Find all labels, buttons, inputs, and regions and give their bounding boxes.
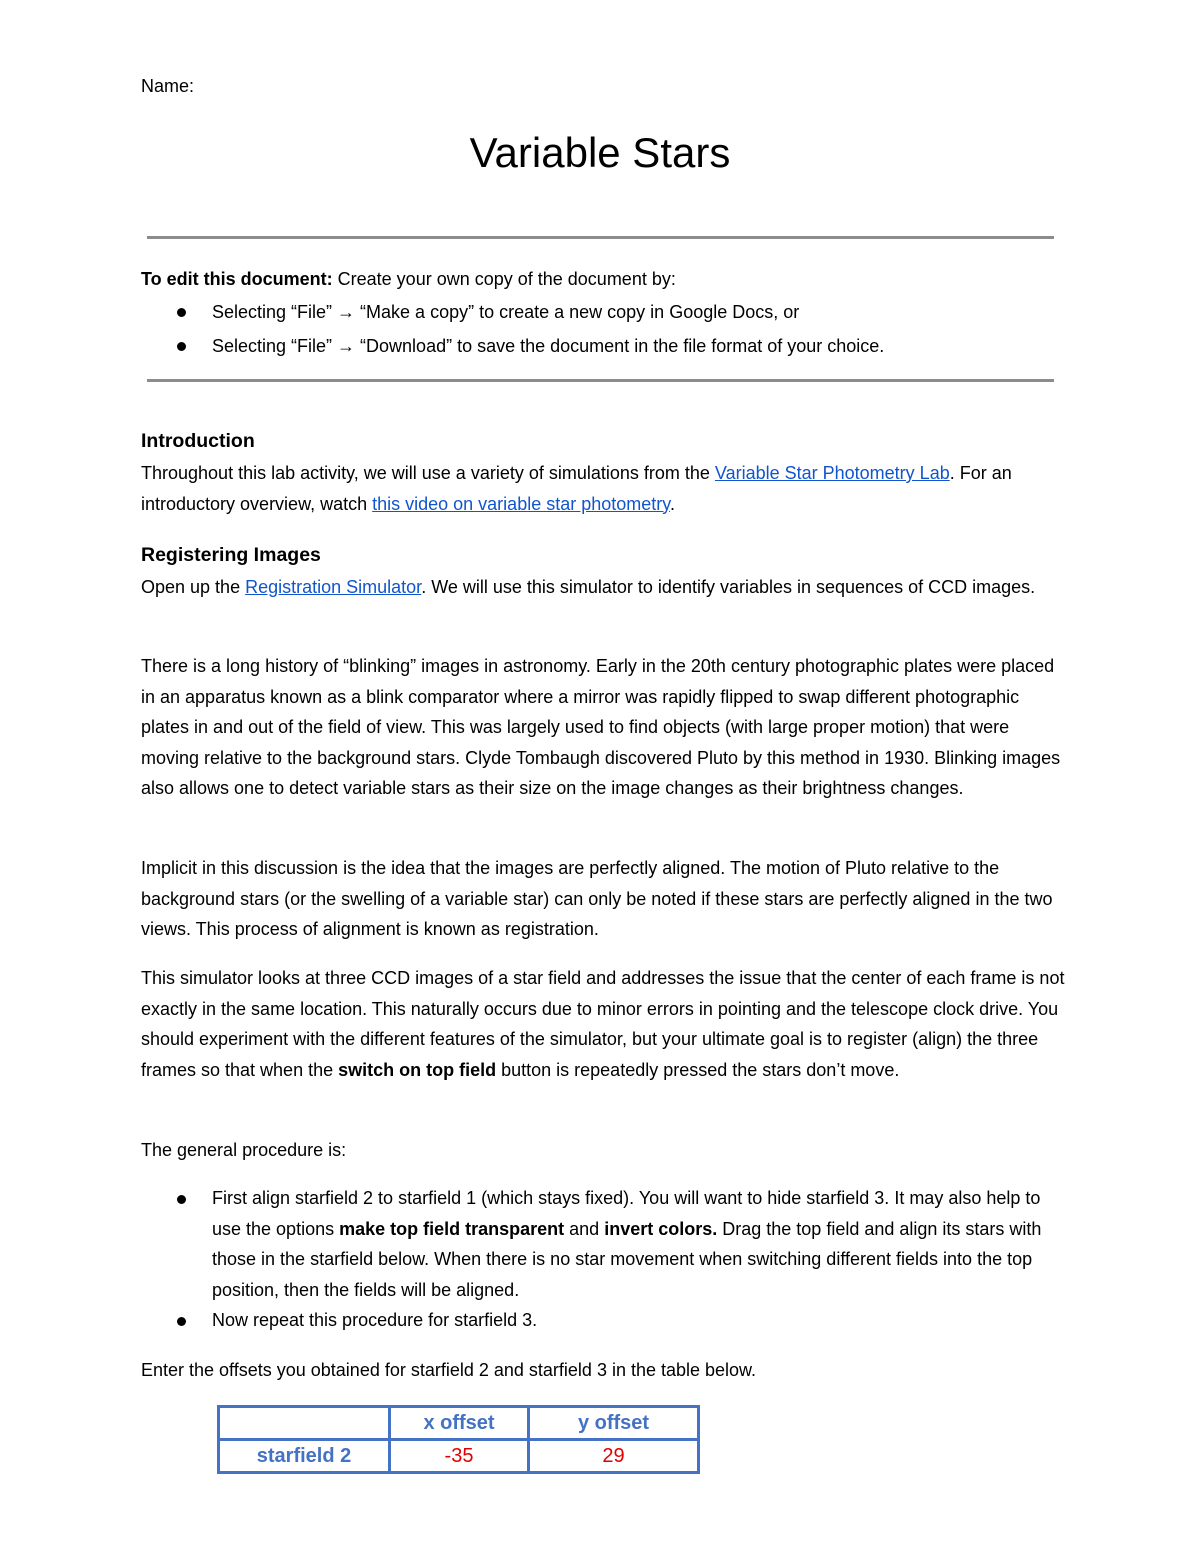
procedure-text: Drag the top field and align its stars with those in the starfield below. When there is no star movement when switching different fields into the top position, then the fields will be aligned.	[212, 1218, 1042, 1300]
procedure-text: First align starfield 2 to starfield 1 (which stays fixed). You will want to hide starfield 3. It may also help to use the options	[212, 1188, 1041, 1239]
name-label: Name:	[141, 76, 195, 96]
photometry-lab-link[interactable]: Variable Star Photometry Lab	[714, 463, 950, 483]
edit-lead	[141, 263, 1071, 296]
paragraph-text: . We will use this simulator to identify variables in sequences of CCD images.	[421, 577, 1036, 597]
paragraph-text: button is repeatedly pressed the stars don’t move.	[496, 1059, 900, 1080]
bullet-icon	[177, 1195, 186, 1204]
intro-text: Throughout this lab activity, we will use a variety of simulations from the	[141, 463, 715, 483]
paragraph-text: This simulator looks at three CCD images of a star field and addresses the issue that the center of each frame is not exactly in the same location. This naturally occurs due to minor errors in pointing and the telescope clock drive. You should experiment with the different features of the simulator, but your ultimate goal is to register (align) the three frames so that when the	[141, 968, 1065, 1080]
procedure-text: Now repeat this procedure for starfield 3.	[212, 1310, 538, 1330]
bottom-divider	[147, 379, 1054, 382]
invert-colors-term: invert colors.	[604, 1218, 718, 1239]
procedure-list	[141, 1183, 1066, 1336]
alignment-paragraph: Implicit in this discussion is the idea that the images are perfectly aligned. The motion of Pluto relative to the background stars (or the swelling of a variable star) can only be noted if these stars are perfectly aligned in the two views. This process of alignment is known as registration.	[141, 858, 1053, 939]
offsets-table	[217, 1405, 700, 1474]
table-instructions: Enter the offsets you obtained for starfield 2 and starfield 3 in the table below.	[141, 1360, 757, 1380]
edit-steps-list	[141, 296, 1071, 363]
table-header-row	[219, 1407, 699, 1440]
blinking-history-paragraph: There is a long history of “blinking” images in astronomy. Early in the 20th century photographic plates were placed in an apparatus known as a blink comparator where a mirror was rapidly flipped to swap different photographic plates in and out of the field of view. This was largely used to find objects (with large proper motion) that were moving relative to the background stars. Clyde Tombaugh discovered Pluto by this method in 1930. Blinking images also allows one to detect variable stars as their size on the image changes as their brightness changes.	[141, 656, 1061, 798]
edit-step-text: Selecting “File” → “Download” to save the document in the file format of your choice.	[212, 335, 885, 356]
paragraph-text: Open up the	[141, 577, 246, 597]
bullet-icon	[177, 342, 186, 351]
intro-text: .	[669, 493, 675, 514]
intro-text: . For an introductory overview, watch	[141, 463, 1012, 514]
introduction-heading: Introduction	[141, 430, 255, 452]
photometry-video-link[interactable]: this video on variable star photometry	[372, 493, 670, 514]
switch-top-field-term: switch on top field	[338, 1059, 497, 1080]
registering-paragraph-1	[141, 572, 1066, 603]
edit-lead-rest: Create your own copy of the document by:	[332, 269, 676, 289]
transparent-option-term: make top field transparent	[339, 1218, 565, 1239]
list-item	[141, 1183, 1066, 1305]
table-row	[219, 1440, 699, 1473]
x-offset-cell[interactable]: -35	[390, 1440, 529, 1473]
edit-lead-bold: To edit this document:	[141, 269, 333, 289]
edit-step-text: Selecting “File” → “Make a copy” to create a new copy in Google Docs, or	[212, 302, 800, 322]
row-label-cell: starfield 2	[219, 1440, 390, 1473]
table-header-cell: x offset	[390, 1407, 529, 1440]
list-item	[141, 1305, 1066, 1336]
registration-simulator-link[interactable]: Registration Simulator	[245, 577, 422, 597]
procedure-text: and	[564, 1218, 605, 1239]
bullet-icon	[177, 1317, 186, 1326]
y-offset-cell[interactable]: 29	[529, 1440, 699, 1473]
page-title: Variable Stars	[469, 129, 731, 176]
list-item	[141, 296, 1071, 330]
top-divider	[147, 236, 1054, 239]
introduction-paragraph	[141, 458, 1066, 519]
registering-heading: Registering Images	[141, 544, 321, 566]
edit-instructions	[141, 263, 1071, 363]
list-item	[141, 330, 1071, 364]
procedure-intro: The general procedure is:	[141, 1140, 347, 1160]
table-header-cell	[219, 1407, 390, 1440]
simulator-paragraph	[141, 963, 1066, 1085]
table-header-cell: y offset	[529, 1407, 699, 1440]
bullet-icon	[177, 308, 186, 317]
